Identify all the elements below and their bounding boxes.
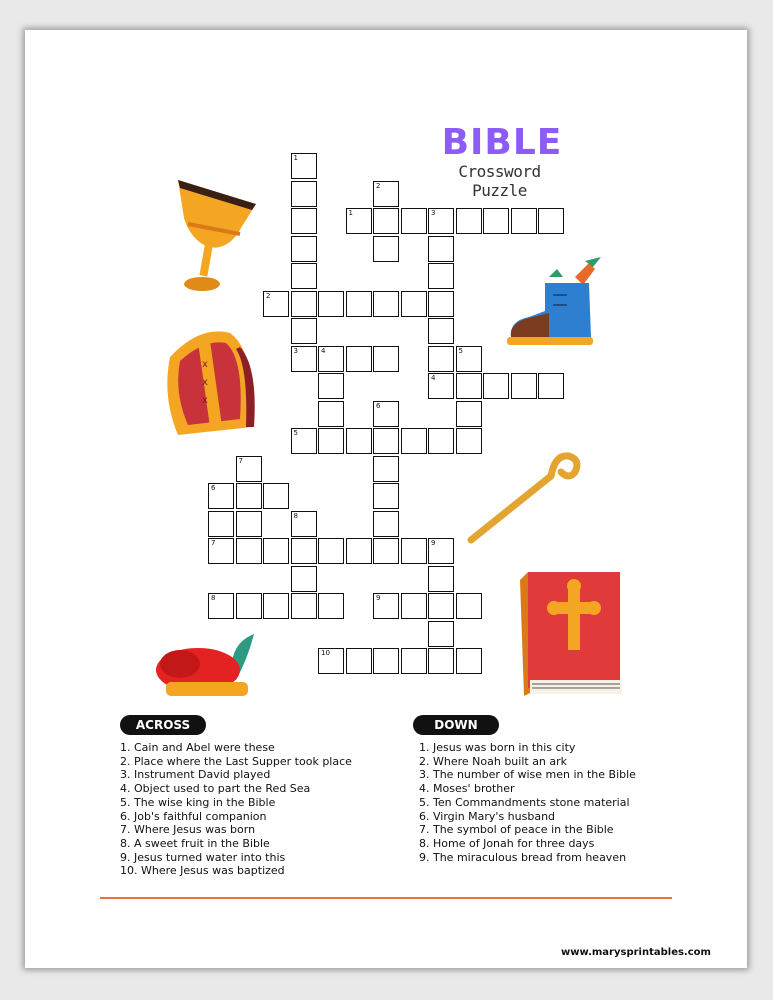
crossword-cell[interactable] (428, 291, 454, 317)
crossword-cell[interactable] (236, 538, 262, 564)
crossword-cell[interactable] (291, 346, 317, 372)
crossword-cell[interactable] (401, 648, 427, 674)
clue-across: 3. Instrument David played (120, 768, 271, 782)
crossword-cell[interactable] (428, 593, 454, 619)
clue-number: 6 (211, 484, 216, 492)
clue-number: 3 (293, 346, 298, 355)
boot-with-carrot-icon (505, 255, 605, 350)
down-clue-list (419, 741, 659, 864)
clue-down: 6. Virgin Mary's husband (419, 809, 556, 823)
clue-across: 8. A sweet fruit in the Bible (120, 836, 270, 850)
crossword-cell[interactable] (291, 511, 317, 537)
crossword-cell[interactable] (373, 648, 399, 674)
chalice-icon (170, 176, 260, 296)
website-url: www.marysprintables.com (561, 947, 711, 958)
clue-number: 5 (293, 429, 298, 437)
crossword-cell[interactable] (318, 593, 344, 619)
crossword-cell[interactable] (456, 648, 482, 674)
clue-number: 8 (293, 511, 298, 520)
across-clue-list (120, 741, 370, 878)
crosier-staff-icon (465, 450, 585, 545)
svg-text:x: x (202, 395, 208, 406)
crossword-cell[interactable] (291, 318, 317, 344)
clue-across: 5. The wise king in the Bible (120, 795, 276, 809)
crossword-cell[interactable] (208, 593, 234, 619)
clue-across: 6. Job's faithful companion (120, 809, 267, 823)
crossword-cell[interactable] (401, 208, 427, 234)
crossword-cell[interactable] (428, 538, 454, 564)
crossword-cell[interactable] (428, 208, 454, 234)
crossword-cell[interactable] (428, 648, 454, 674)
down-header: DOWN (413, 715, 499, 735)
clue-number: 6 (376, 401, 381, 410)
crossword-cell[interactable] (373, 593, 399, 619)
holy-bible-icon (516, 568, 626, 698)
clue-number: 7 (211, 539, 216, 547)
crossword-cell[interactable] (291, 263, 317, 289)
clue-number: 5 (458, 346, 463, 355)
crossword-cell[interactable] (291, 181, 317, 207)
clue-number: 1 (348, 209, 353, 217)
feathered-hat-icon (148, 634, 260, 700)
crossword-cell[interactable] (346, 648, 372, 674)
clue-number: 9 (431, 539, 436, 547)
crossword-cell[interactable] (318, 648, 344, 674)
crossword-cell[interactable] (373, 428, 399, 454)
crossword-cell[interactable] (511, 373, 537, 399)
crossword-cell[interactable] (208, 511, 234, 537)
crossword-cell[interactable] (401, 291, 427, 317)
crossword-cell[interactable] (373, 291, 399, 317)
clue-down: 2. Where Noah built an ark (419, 754, 568, 768)
crossword-cell[interactable] (263, 291, 289, 317)
clue-number: 2 (376, 181, 381, 190)
across-header: ACROSS (120, 715, 206, 735)
crossword-cell[interactable] (291, 153, 317, 179)
crossword-cell[interactable] (318, 291, 344, 317)
crossword-cell[interactable] (263, 483, 289, 509)
clue-number: 4 (321, 346, 326, 355)
crossword-cell[interactable] (291, 593, 317, 619)
page-title: BIBLE (441, 122, 563, 163)
crossword-cell[interactable] (428, 236, 454, 262)
svg-text:x: x (202, 377, 208, 388)
crossword-cell[interactable] (291, 538, 317, 564)
clue-number: 3 (431, 209, 436, 217)
crossword-cell[interactable] (263, 593, 289, 619)
crossword-cell[interactable] (263, 538, 289, 564)
clue-across: 7. Where Jesus was born (120, 823, 256, 837)
crossword-cell[interactable] (208, 483, 234, 509)
crossword-cell[interactable] (373, 538, 399, 564)
crossword-cell[interactable] (373, 456, 399, 482)
crossword-cell[interactable] (291, 208, 317, 234)
clue-down: 1. Jesus was born in this city (419, 741, 576, 754)
crossword-cell[interactable] (346, 291, 372, 317)
clue-number: 10 (321, 649, 330, 657)
crossword-cell[interactable] (236, 511, 262, 537)
crossword-cell[interactable] (346, 428, 372, 454)
clue-across: 10. Where Jesus was baptized (120, 864, 285, 878)
crossword-cell[interactable] (236, 456, 262, 482)
crossword-cell[interactable] (318, 346, 344, 372)
crossword-cell[interactable] (428, 318, 454, 344)
clue-across: 4. Object used to part the Red Sea (120, 782, 311, 796)
crossword-cell[interactable] (483, 373, 509, 399)
footer-divider (100, 897, 672, 899)
crossword-cell[interactable] (318, 373, 344, 399)
clue-down: 5. Ten Commandments stone material (419, 795, 630, 809)
crossword-cell[interactable] (456, 346, 482, 372)
clue-number: 9 (376, 594, 381, 602)
clue-number: 7 (238, 456, 243, 465)
crossword-cell[interactable] (373, 208, 399, 234)
crossword-cell[interactable] (538, 373, 564, 399)
crossword-cell[interactable] (291, 236, 317, 262)
crossword-cell[interactable] (373, 483, 399, 509)
crossword-cell[interactable] (401, 593, 427, 619)
crossword-cell[interactable] (208, 538, 234, 564)
crossword-cell[interactable] (428, 566, 454, 592)
crossword-cell[interactable] (373, 401, 399, 427)
crossword-cell[interactable] (346, 208, 372, 234)
clue-across: 9. Jesus turned water into this (120, 850, 286, 864)
crossword-cell[interactable] (428, 621, 454, 647)
clue-down: 8. Home of Jonah for three days (419, 836, 595, 850)
clue-across: 1. Cain and Abel were these (120, 741, 275, 754)
clue-number: 1 (293, 154, 298, 162)
crossword-cell[interactable] (456, 593, 482, 619)
clue-down: 9. The miraculous bread from heaven (419, 850, 627, 864)
clue-across: 2. Place where the Last Supper took place (120, 754, 352, 768)
crossword-cell[interactable] (291, 566, 317, 592)
crossword-cell[interactable] (318, 401, 344, 427)
crossword-cell[interactable] (483, 208, 509, 234)
crossword-cell[interactable] (346, 346, 372, 372)
crossword-cell[interactable] (428, 263, 454, 289)
clue-number: 4 (431, 374, 436, 382)
crossword-cell[interactable] (456, 208, 482, 234)
crossword-cell[interactable] (456, 401, 482, 427)
crossword-cell[interactable] (291, 428, 317, 454)
crossword-cell[interactable] (373, 181, 399, 207)
crossword-cell[interactable] (236, 593, 262, 619)
crossword-cell[interactable] (346, 538, 372, 564)
mitre-icon (160, 327, 260, 439)
crossword-cell[interactable] (318, 538, 344, 564)
clue-number: 2 (266, 291, 271, 300)
crossword-cell[interactable] (373, 346, 399, 372)
crossword-cell[interactable] (373, 511, 399, 537)
crossword-cell[interactable] (511, 208, 537, 234)
crossword-cell[interactable] (236, 483, 262, 509)
crossword-cell[interactable] (456, 373, 482, 399)
crossword-cell[interactable] (538, 208, 564, 234)
clue-down: 7. The symbol of peace in the Bible (419, 823, 614, 837)
crossword-cell[interactable] (428, 428, 454, 454)
clue-down: 4. Moses' brother (419, 782, 515, 796)
crossword-cell[interactable] (401, 428, 427, 454)
crossword-cell[interactable] (428, 373, 454, 399)
svg-text:x: x (202, 359, 208, 370)
clue-down: 3. The number of wise men in the Bible (419, 768, 636, 782)
crossword-cell[interactable] (373, 236, 399, 262)
crossword-cell[interactable] (428, 346, 454, 372)
crossword-cell[interactable] (291, 291, 317, 317)
crossword-cell[interactable] (401, 538, 427, 564)
crossword-cell[interactable] (318, 428, 344, 454)
clue-number: 8 (211, 594, 216, 602)
page-subtitle: Crossword Puzzle (458, 162, 541, 200)
